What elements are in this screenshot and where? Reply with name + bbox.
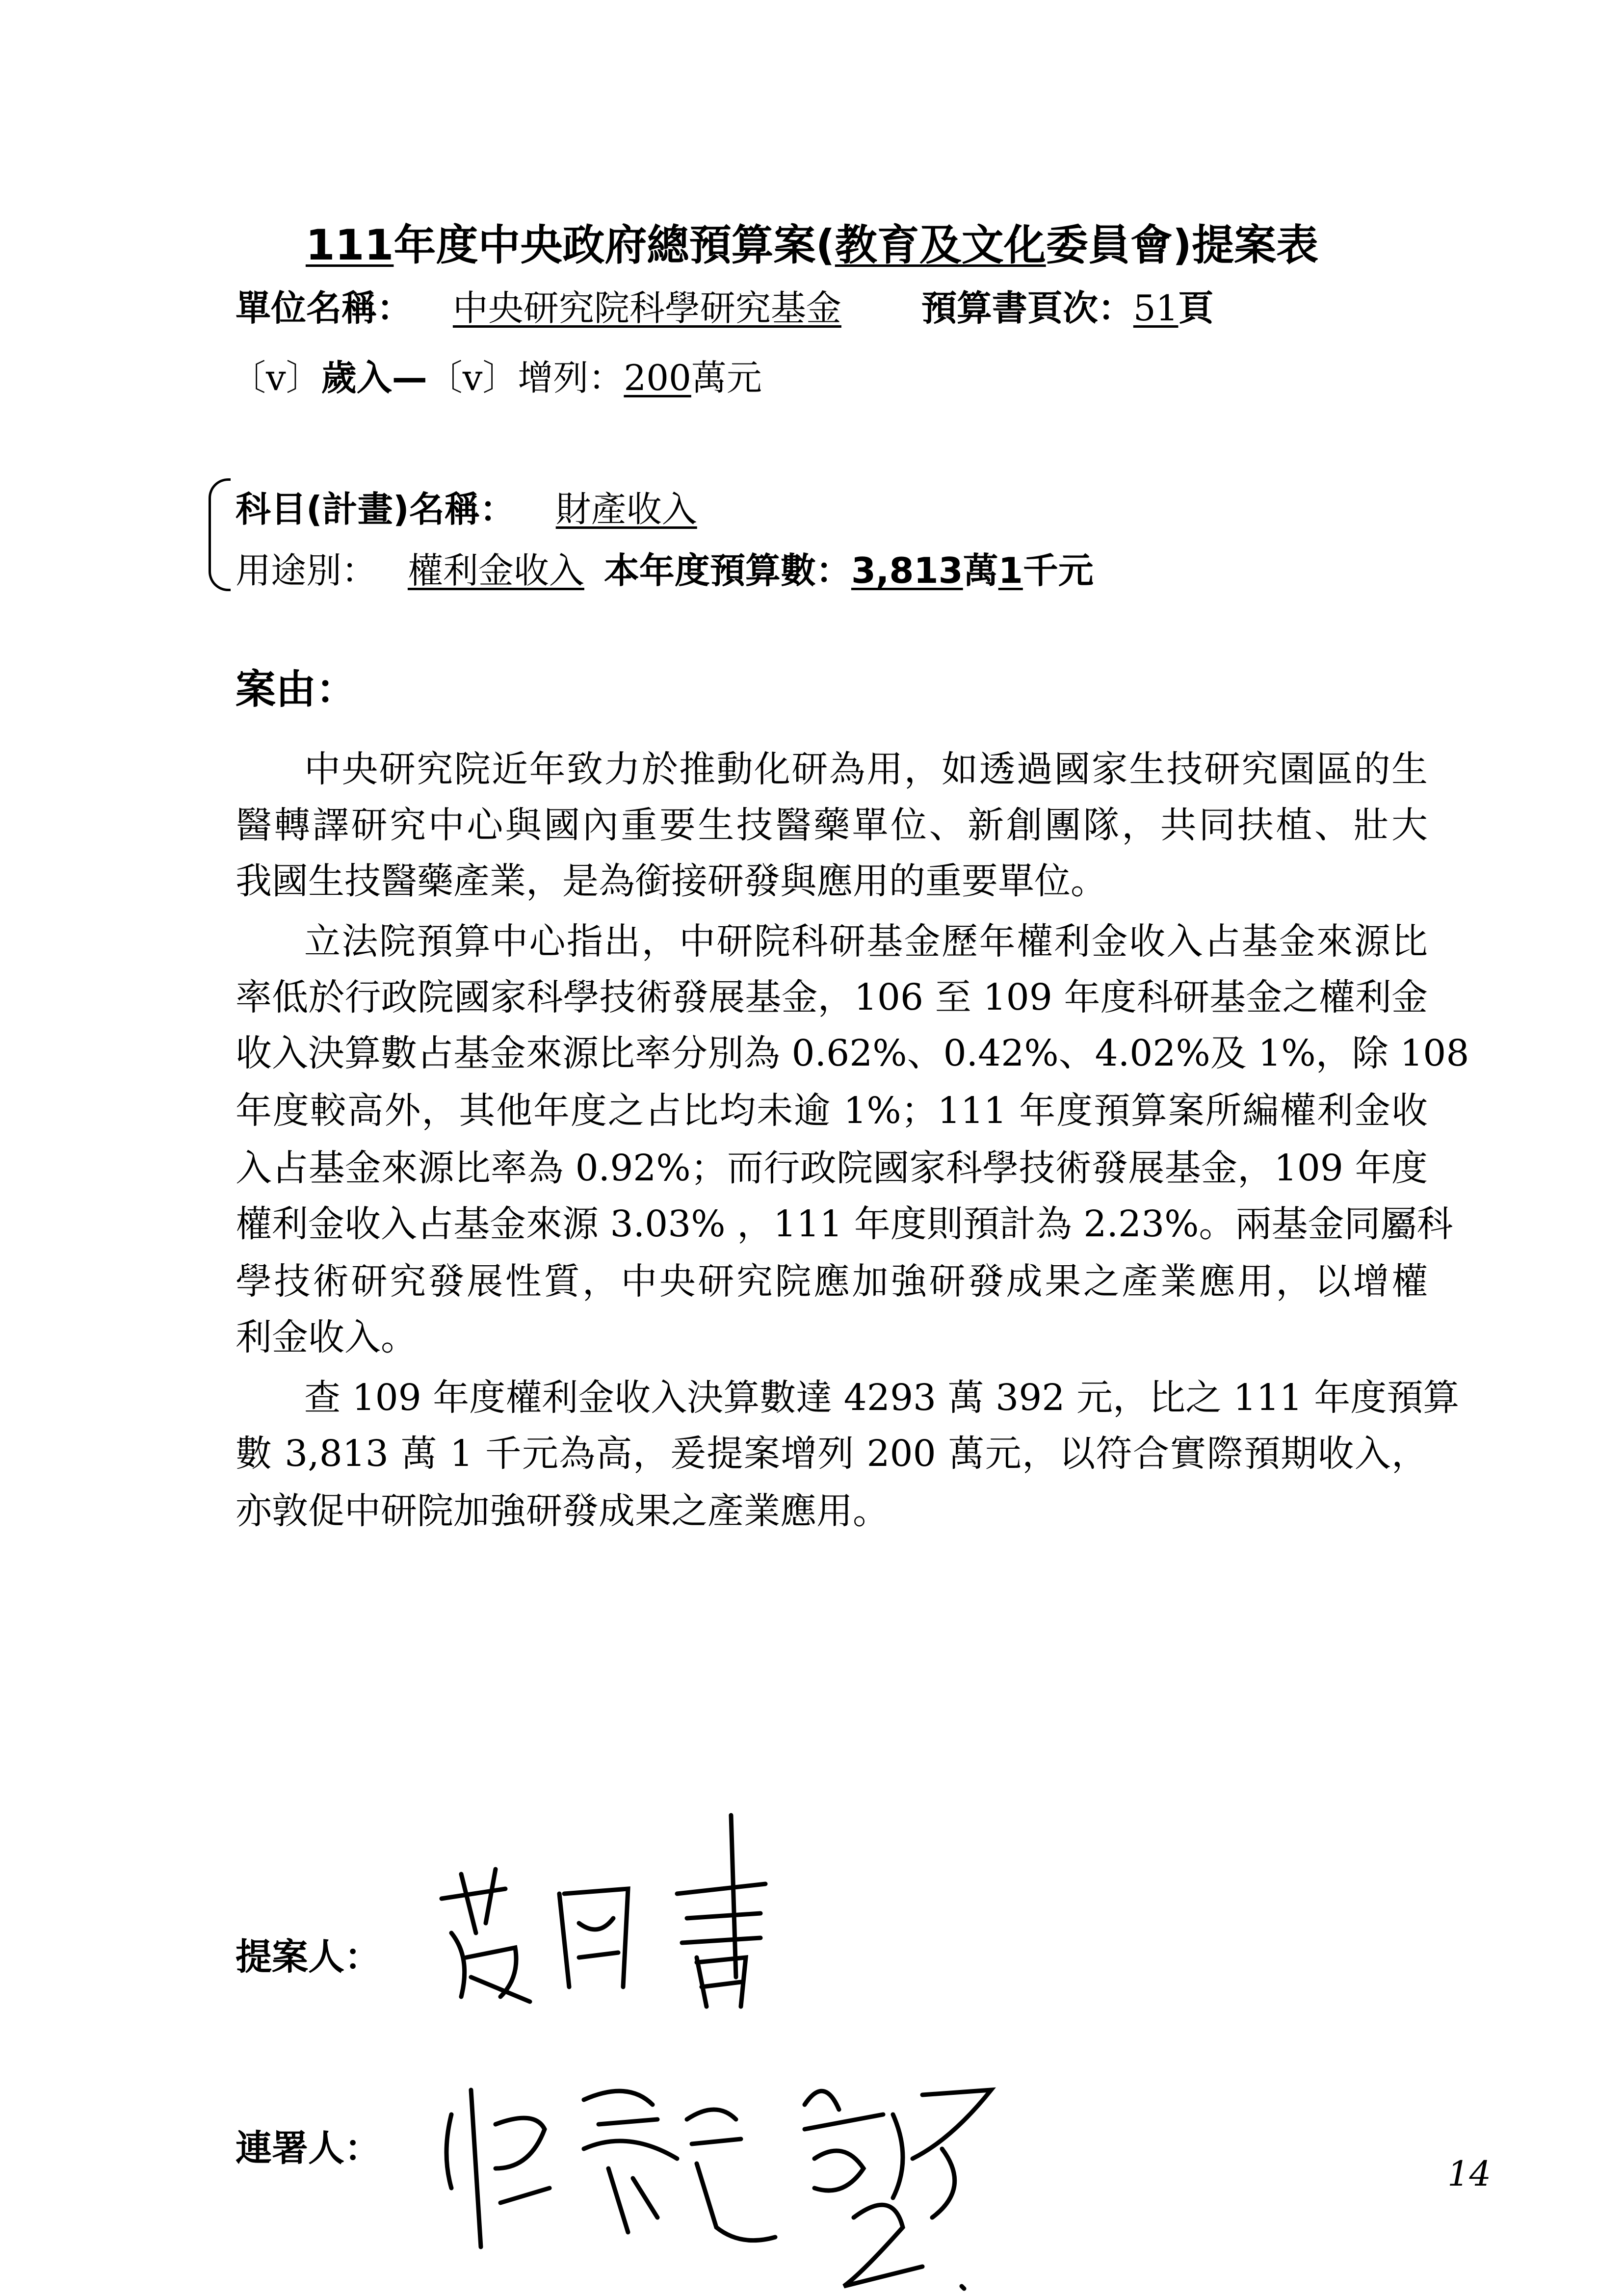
proposer-label: 提案人：: [236, 1936, 381, 1978]
proposer-signature: [422, 1810, 775, 2016]
title-part2: 委員會)提案表: [1046, 221, 1319, 270]
unit-label: 單位名稱：: [236, 287, 413, 329]
revenue-unit: 萬元: [691, 357, 762, 398]
page-value: 51: [1133, 287, 1179, 329]
usage-label: 用途別：: [236, 550, 377, 591]
revenue-checkbox: 〔v〕: [231, 357, 321, 398]
reason-heading: 案由：: [236, 666, 357, 713]
usage-value: 權利金收入: [407, 550, 584, 591]
cosigner-label: 連署人：: [236, 2127, 381, 2169]
paragraph-line: 權利金收入占基金來源 3.03% ，111 年度則預計為 2.23%。兩基金同屬科: [236, 1203, 1453, 1245]
paragraph-line: 入占基金來源比率為 0.92%；而行政院國家科學技術發展基金，109 年度: [236, 1147, 1428, 1189]
title-year: 111: [305, 221, 394, 270]
budget-wan: 3,813: [851, 550, 963, 591]
subject-value: 財產收入: [555, 489, 697, 530]
subject-label: 科目(計畫)名稱：: [236, 489, 515, 530]
page-label: 預算書頁次：: [921, 287, 1133, 329]
qian-unit: 千元: [1022, 550, 1094, 591]
cosigner-signatures: [422, 2041, 1060, 2296]
revenue-type: 歲入—: [321, 357, 427, 398]
page-title: [0, 211, 1624, 272]
wan-unit: 萬: [963, 550, 998, 591]
increase-checkbox: 〔v〕: [427, 357, 518, 398]
paragraph-line: 立法院預算中心指出，中研院科研基金歷年權利金收入占基金來源比: [304, 920, 1428, 963]
paragraph-line: 學技術研究發展性質，中央研究院應加強研發成果之產業應用，以增權: [236, 1260, 1428, 1303]
revenue-amount: 200: [624, 357, 691, 398]
paragraph-line: 收入決算數占基金來源比率分別為 0.62%、0.42%、4.02%及 1%，除 108: [236, 1032, 1469, 1074]
paragraph-line: 醫轉譯研究中心與國內重要生技醫藥單位、新創團隊，共同扶植、壯大: [236, 804, 1428, 846]
budget-qian: 1: [998, 550, 1023, 591]
page-unit: 頁: [1178, 287, 1214, 329]
title-committee: 教育及文化: [835, 221, 1046, 270]
unit-value: 中央研究院科學研究基金: [452, 287, 841, 329]
usage-line: [236, 542, 1094, 593]
paragraph-line: 查 109 年度權利金收入決算數達 4293 萬 392 元，比之 111 年度預算: [304, 1377, 1460, 1419]
bracket: [209, 478, 231, 591]
budget-label: 本年度預算數：: [603, 550, 851, 591]
paragraph-line: 利金收入。: [236, 1316, 417, 1358]
revenue-action: 增列：: [518, 357, 624, 398]
paragraph-line: 年度較高外，其他年度之占比均未逾 1%；111 年度預算案所編權利金收: [236, 1090, 1428, 1132]
paragraph-line: 亦敦促中研院加強研發成果之產業應用。: [236, 1490, 889, 1532]
subject-line: [236, 481, 727, 532]
paragraph-line: 率低於行政院國家科學技術發展基金，106 至 109 年度科研基金之權利金: [236, 976, 1428, 1018]
title-part1: 年度中央政府總預算案(: [393, 221, 835, 270]
paragraph-line: 我國生技醫藥產業，是為銜接研發與應用的重要單位。: [236, 860, 1107, 902]
paragraph-line: 數 3,813 萬 1 千元為高，爰提案增列 200 萬元，以符合實際預期收入，: [236, 1433, 1428, 1475]
paragraph-line: 中央研究院近年致力於推動化研為用，如透過國家生技研究園區的生: [304, 748, 1428, 790]
unit-line: [236, 280, 1213, 331]
page-number: 14: [1447, 2154, 1492, 2194]
revenue-line: [231, 349, 762, 400]
